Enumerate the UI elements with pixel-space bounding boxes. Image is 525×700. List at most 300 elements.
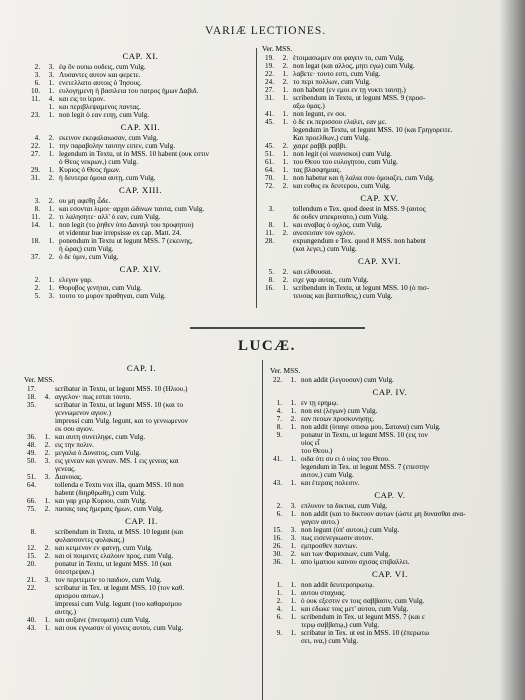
verse-number: 36. [27,433,36,441]
verse-number: 9. [276,431,282,439]
reading-text: non addit δευτεροπρωτῳ. [301,581,375,589]
mss-count: 1. [282,284,288,292]
reading-entry [270,637,510,645]
mss-count: 1. [282,86,288,94]
reading-entry [24,465,259,473]
mss-count: 1. [290,613,296,621]
reading-text: μεγαλα ὁ Δυνατος, cum Vulg. [55,449,141,457]
verse-number: 2. [34,284,40,292]
reading-text: και περιβλεψαμενος παντας. [59,103,141,111]
verse-number: 36. [273,558,282,566]
mss-count: 2. [48,197,54,205]
reading-text: εαν πεσων προσκυνησῃς. [301,415,375,423]
reading-text: scribendum in Textu, ut legunt MSS. 9 (προσ- [293,94,426,102]
chapter-heading: CAP. V. [374,490,406,500]
mss-count: 3. [44,576,50,584]
reading-text: χαιρε ραββι ραββι. [293,142,347,150]
reading-entry [262,126,497,134]
reading-text: ὁ δε εκ περισσου ελαλει, εαν με. [293,118,387,126]
verse-number: 2. [34,63,40,71]
chapter-heading: CAP. II. [125,516,158,526]
section-rule [190,327,365,329]
reading-text: scribatur in Tex. ut legunt MSS. 10 (τον καθ. [55,584,185,592]
reading-text: ponatur in Textu, ut legunt MSS. 10 (εις τον [301,431,428,439]
reading-entry [270,558,510,566]
reading-entry [24,608,259,616]
verse-number: 24. [265,78,274,86]
reading-text: non legunt (ὑπ' αυτου,) cum Vulg. [301,526,400,534]
mss-count: 2. [282,142,288,150]
reading-text: τουτο το μυρον πραθηναι, cum Vulg. [59,292,166,300]
reading-text: legendum in Tex. ut legunt MSS. 7 (επεστην [301,463,430,471]
verse-number: 61. [265,158,274,166]
reading-entry [270,510,510,518]
verse-number: 66. [27,497,36,505]
verse-number: 45. [265,142,274,150]
reading-text: τι λαλησητε· αλλ' ὁ εαν, cum Vulg. [59,213,161,221]
reading-entry [28,63,253,71]
reading-entry [270,518,510,526]
reading-text: non legit (οἱ νεανισκοι) cum Vulg. [293,150,392,158]
verse-number: 6. [276,613,282,621]
reading-text: scribendum in Textu, ut MSS. 10 legunt (και [55,528,184,536]
reading-entry [24,441,259,449]
reading-entry [262,245,497,253]
mss-count: 1. [48,166,54,174]
mss-count: 1. [290,597,296,605]
reading-text: και οἱ ποιμενες ελαλουν προς, cum Vulg. [55,552,174,560]
reading-text: ὁ ουκ εξεστιν εν τοις σαββασιν, cum Vulg. [301,597,425,605]
reading-entry [28,221,253,229]
chapter-heading: CAP. IV. [372,387,408,397]
verse-number: 29. [31,166,40,174]
reading-text: και αυξανε (πνευματι) cum Vulg. [55,616,151,624]
reading-text: Θορυβος γενηται, cum Vulg. [59,284,142,292]
reading-text: ponendum in Textu ut legunt MSS. 7 (εκεινης, [59,237,193,245]
mss-count: 2. [282,78,288,86]
reading-entry [28,245,253,253]
reading-text: και των Φαρισαιων, cum Vulg. [301,550,391,558]
verse-number: 11. [265,229,274,237]
reading-entry [262,174,497,182]
reading-entry [262,276,497,284]
reading-text: non addit (ὑπαγε οπισω μου, Σατανα) cum Vulg. [301,423,441,431]
reading-entry [262,268,497,276]
reading-entry [24,528,259,536]
reading-text: non est (λεγων) cum Vulg. [301,407,378,415]
reading-text: Λυσαντες αυτον και φερετε. [59,71,141,79]
reading-text: ελεγον γαρ. [59,276,93,284]
reading-text: scribatur in Tex. ut est in MSS. 10 (ἐπερωτω [301,629,429,637]
reading-text: αυτον,) cum Vulg. [301,471,354,479]
reading-text: αγγελον· πως εσται τουτο. [55,393,132,401]
verse-number: 19. [265,54,274,62]
mss-count: 2. [282,268,288,276]
reading-text: εκεινον εκεφαλαιωσαν, cum Vulg. [59,134,159,142]
verse-number: 18. [31,237,40,245]
reading-entry [24,473,259,481]
mss-count: 1. [290,629,296,637]
reading-entry [270,597,510,605]
mss-count: 2. [48,174,54,182]
verse-number: 5. [34,292,40,300]
reading-entry [28,205,253,213]
reading-entry [28,292,253,300]
verse-number: 43. [27,624,36,632]
reading-text: αξω ὑμας.) [293,102,325,110]
reading-text: σει, ινα,) cum Vulg. [301,637,359,645]
reading-text: τερῳ σαββατῳ,) cum Vulg. [301,621,380,629]
verse-number: 5. [268,268,274,276]
page-edge-shadow [499,0,525,700]
reading-text: habent (διηρθρωθη,) cum Vulg. [55,489,146,497]
reading-entry [24,489,259,497]
reading-text: αρισμου αυτων.) [55,592,104,600]
mss-count: 1. [290,589,296,597]
reading-entry [270,542,510,550]
reading-entry [24,592,259,600]
verse-number: 11. [31,95,40,103]
reading-entry [262,150,497,158]
reading-entry [262,158,497,166]
verse-number: 3. [34,197,40,205]
reading-text: δε ουδεν απεκρινατο,) cum Vulg. [293,213,389,221]
verse-number: 12. [27,544,36,552]
mss-count: 1. [290,479,296,487]
column-header: Ver. MSS. [270,366,301,375]
reading-entry [270,447,510,455]
reading-text: non legat (και αλλος, μητι εγω) cum Vulg. [293,62,415,70]
reading-text: ἑτοιμασωμεν σοι φαγειν το, cum Vulg. [293,54,405,62]
mss-count: 1. [48,276,54,284]
verse-number: 1. [276,581,282,589]
reading-text: γεννωμενον αγιον.) [55,409,111,417]
reading-entry [270,589,510,597]
reading-text: scribendum in Textu, ut legunt MSS. 10 (ὁ πισ- [293,284,430,292]
verse-number: 31. [265,94,274,102]
column-bottom-left [24,360,259,632]
reading-entry [262,102,497,110]
reading-entry [24,544,259,552]
reading-text: non legunt, εν σοι. [293,110,347,118]
mss-count: 1. [282,118,288,126]
reading-text: και ελθουσαι. [293,268,333,276]
chapter-heading: CAP. XIV. [119,264,162,274]
reading-entry [262,118,497,126]
mss-count: 1. [290,558,296,566]
reading-text: εις γενεαν και γενεαν. MS. 1 εις γενεας και [55,457,179,465]
mss-count: 2. [48,213,54,221]
mss-count: 3. [44,473,50,481]
mss-count: 3. [44,457,50,465]
mss-count: 2. [290,415,296,423]
column-top-left [28,48,253,300]
reading-text: Κυριος ὁ Θεος ἡμων. [59,166,121,174]
reading-entry [270,471,510,479]
reading-text: scribatur in Textu, ut legunt MSS. 10 (και το [55,401,184,409]
mss-count: 2. [48,253,54,261]
mss-count: 2. [282,62,288,70]
reading-text: και αναβας ὁ οχλος, cum Vulg. [293,221,383,229]
reading-entry [270,399,510,407]
verse-number: 23. [31,111,40,119]
mss-count: 1. [48,111,54,119]
reading-entry [24,624,259,632]
reading-text: και εδωκε τοις μετ' αυτου, cum Vulg. [301,605,409,613]
mss-count: 1. [282,221,288,229]
verse-number: 45. [265,118,274,126]
reading-text: και εσονται λιμοι· αρχαι ὠδινων ταυτα, cum Vulg. [59,205,205,213]
mss-count: 1. [44,616,50,624]
mss-count: 1. [290,510,296,518]
reading-entry [262,237,497,245]
reading-text: ὁ δε ὑμιν, cum Vulg. [59,253,119,261]
reading-entry [270,455,510,463]
column-divider-top [256,48,257,308]
verse-number: 17. [27,385,36,393]
verse-number: 50. [27,457,36,465]
mss-count: 1. [290,581,296,589]
reading-text: et videntur hue irrepsisse ex cap. Matt. 24. [59,229,182,237]
verse-number: 1. [276,399,282,407]
verse-number: 70. [265,174,274,182]
column-header: Ver. MSS. [24,375,55,384]
reading-entry [270,439,510,447]
reading-entry [24,401,259,409]
reading-entry [28,166,253,174]
reading-text: ὁ Θεος νεκρων,) cum Vulg. [59,158,139,166]
reading-text: ευλογημενη ἡ βασιλεια του πατρος ἡμων Δαβιδ. [59,87,199,95]
reading-text: Διανοιας. [55,473,83,481]
mss-count: 1. [290,407,296,415]
reading-entry [24,449,259,457]
reading-entry [28,229,253,237]
verse-number: 8. [276,423,282,431]
reading-entry [28,103,253,111]
mss-count: 2. [290,550,296,558]
reading-text: τον περιτεμειν το παιδιον, cum Vulg. [55,576,162,584]
reading-entry [262,134,497,142]
reading-text: απο ἱματιου καινου σχισας επιβαλλει. [301,558,410,566]
mss-count: 2. [282,182,288,190]
reading-entry [24,457,259,465]
mss-count: 1. [48,284,54,292]
verse-number: 11. [31,213,40,221]
verse-number: 10. [31,87,40,95]
verse-number: 6. [276,510,282,518]
verse-number: 72. [265,182,274,190]
reading-entry [270,407,510,415]
reading-entry [28,142,253,150]
reading-text: και εις το ἱερον. [59,95,106,103]
verse-number: 30. [273,550,282,558]
reading-text: του Θεου.) [301,447,333,455]
verse-number: 40. [27,616,36,624]
reading-entry [262,229,497,237]
reading-entry [24,409,259,417]
reading-text: ενετελλατο αυτοις ὁ Ἰησους. [59,79,142,87]
reading-entry [28,87,253,95]
verse-number: 1. [276,589,282,597]
reading-text: αυτου σταχυας. [301,589,346,597]
mss-count: 2. [44,505,50,513]
reading-entry [270,526,510,534]
verse-number: 6. [34,79,40,87]
reading-text: tollendum e Tex. quod deest in MSS. 9 (αυτος [293,205,426,213]
mss-count: 1. [48,142,54,150]
reading-text: non addit (και το δικτυον αυτων (ὡστε μη δυνασθαι ανα- [301,510,466,518]
column-divider-bottom [262,360,263,700]
mss-count: 1. [282,110,288,118]
verse-number: 64. [27,481,36,489]
verse-number: 41. [265,110,274,118]
reading-entry [28,95,253,103]
reading-entry [262,54,497,62]
reading-text: πως εισενεγκωσιν αυτον. [301,534,374,542]
verse-number: 8. [268,276,274,284]
verse-number: 49. [27,449,36,457]
reading-entry [262,221,497,229]
reading-entry [262,86,497,94]
mss-count: 1. [282,70,288,78]
mss-count: 1. [290,455,296,463]
chapter-heading: CAP. I. [126,363,157,373]
reading-entry [262,284,497,292]
verse-number: 3. [34,71,40,79]
reading-entry [270,550,510,558]
reading-entry [262,142,497,150]
reading-entry [262,166,497,174]
reading-text: και αυτη συνειληφε, cum Vulg. [55,433,146,441]
mss-count: 3. [290,534,296,542]
verse-number: 31. [31,174,40,182]
mss-count: 3. [48,292,54,300]
verse-number: 9. [276,629,282,637]
mss-count: 1. [48,79,54,87]
reading-text: ἡ δευτερα ὁμοια αυτῃ, cum Vulg. [59,174,156,182]
reading-text: legendum in Textu, ut legunt MSS. 10 (και Γρηγορειτε. [293,126,453,134]
reading-entry [28,284,253,292]
verse-number: 8. [268,221,274,229]
reading-text: την παραβολην ταυτην ειπεν, cum Vulg. [59,142,176,150]
section-title: LUCÆ. [238,338,296,354]
mss-count: 2. [44,441,50,449]
mss-count: 1. [48,237,54,245]
reading-entry [262,292,497,300]
verse-number: 15. [273,526,282,534]
reading-text: ειχε γαρ αυτας, cum Vulg. [293,276,369,284]
reading-text: επλυνον τα δικτυα, cum Vulg. [301,502,388,510]
reading-text: Και προελθων,) cum Vulg. [293,134,370,142]
mss-count: 2. [44,544,50,552]
reading-entry [24,584,259,592]
reading-entry [24,385,259,393]
reading-text: scribatur in Textu, ut legunt MSS. 10 (Ηλιου.) [55,385,188,393]
reading-entry [262,94,497,102]
mss-count: 1. [48,87,54,95]
reading-entry [24,433,259,441]
verse-number: 18. [27,393,36,401]
reading-entry [270,423,510,431]
verse-number: 19. [265,62,274,70]
verse-number: 7. [276,415,282,423]
reading-text: non habent (εν εμοι εν τῃ νυκτι ταυτῃ.) [293,86,406,94]
reading-text: impressi cum Vulg. legunt, και το γεννωμενον [55,417,188,425]
reading-text: αυτης.) [55,608,77,616]
reading-entry [262,182,497,190]
reading-entry [262,110,497,118]
reading-text: εκ σου αγιον. [55,425,94,433]
reading-entry [24,600,259,608]
reading-text: impressi cum Vulg. legunt (του καθαρισμου [55,600,182,608]
verse-number: 37. [31,253,40,261]
reading-text: legendum in Textu, ut in MSS. 10 habent (ουκ εστιν [59,150,209,158]
column-header: Ver. MSS. [262,44,293,53]
verse-number: 43. [273,479,282,487]
reading-text: οιδα ὁτι συ ει ὁ υἱος του Θεου. [301,455,390,463]
reading-entry [24,505,259,513]
reading-text: non legit (το ῥηθεν ὑπο Δανιηλ του προφητου) [59,221,194,229]
verse-number: 16. [265,284,274,292]
reading-text: πασαις ταις ἡμεραις ἡμων, cum Vulg. [55,505,164,513]
reading-entry [270,479,510,487]
mss-count: 1. [48,150,54,158]
reading-entry [262,205,497,213]
reading-text: υἱος εἶ [301,439,320,447]
reading-entry [28,276,253,284]
reading-text: και κειμενον εν φατνῃ, cum Vulg. [55,544,153,552]
mss-count: 2. [44,449,50,457]
reading-entry [24,536,259,544]
reading-text: φυλασσοντες φυλακας.) [55,536,125,544]
reading-text: λαβετε· τουτο εστι, cum Vulg. [293,70,381,78]
chapter-heading: CAP. VI. [372,569,408,579]
reading-entry [262,78,497,86]
reading-text: ἐφ ὃν ουπω ουδεις, cum Vulg. [59,63,146,71]
mss-count: 1. [282,158,288,166]
reading-text: ἡ ὡρας) cum Vulg. [59,245,114,253]
reading-entry [24,616,259,624]
reading-text: γενεας. [55,465,76,473]
verse-number: 27. [31,150,40,158]
reading-text: εν τῃ ερημῳ. [301,399,339,407]
reading-text: non addit (λεγουσαν) cum Vulg. [301,376,394,384]
verse-number: 48. [27,441,36,449]
verse-number: 22. [273,376,282,384]
verse-number: 2. [276,502,282,510]
reading-text: το περι πολλων, cum Vulg. [293,78,371,86]
mss-count: 1. [282,166,288,174]
mss-count: 1. [282,174,288,182]
reading-text: ὑπεστρεψαν.) [55,568,95,576]
verse-number: 8. [30,528,36,536]
reading-entry [28,111,253,119]
verse-number: 8. [34,205,40,213]
mss-count: 1. [290,542,296,550]
reading-entry [270,605,510,613]
verse-number: 4. [276,605,282,613]
reading-text: non legit ὁ εαν ειπῃ, cum Vulg. [59,111,150,119]
verse-number: 4. [276,407,282,415]
chapter-heading: CAP. XVI. [358,256,401,266]
reading-entry [24,417,259,425]
reading-entry [24,425,259,433]
chapter-heading: CAP. XIII. [118,185,162,195]
reading-entry [24,497,259,505]
column-top-right [262,43,497,300]
reading-entry [28,237,253,245]
mss-count: 3. [290,526,296,534]
